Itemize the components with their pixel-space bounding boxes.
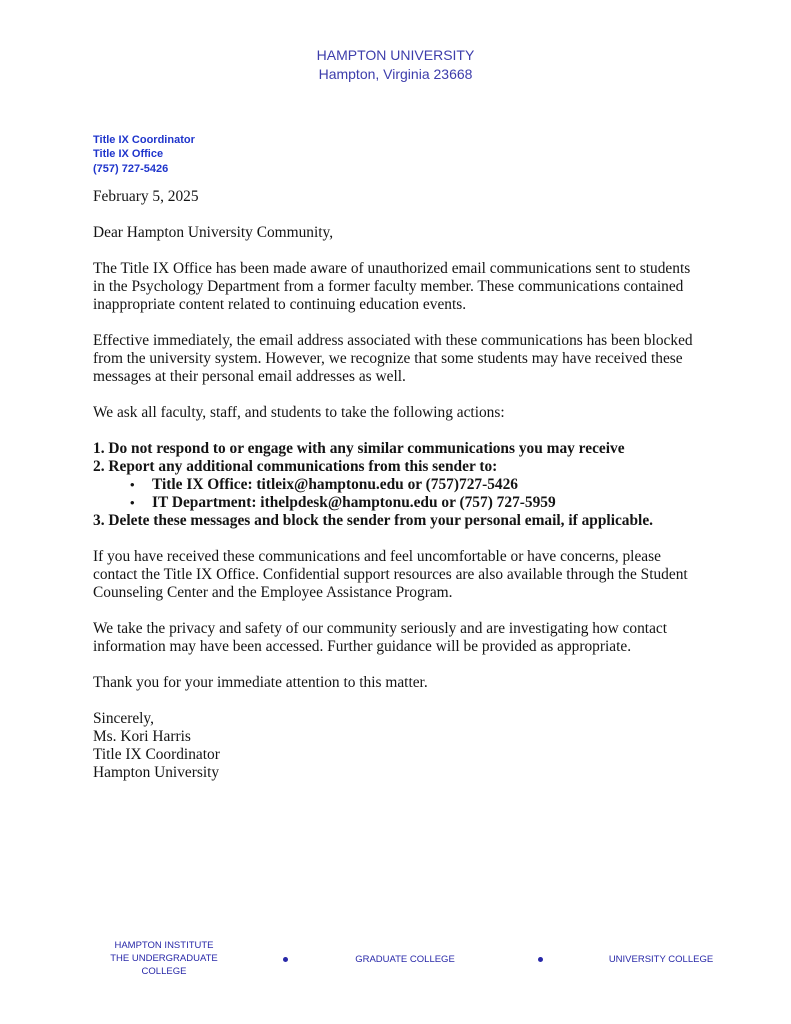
office-contact-block — [93, 133, 195, 176]
letterhead — [0, 46, 791, 84]
paragraph-privacy: We take the privacy and safety of our community seriously and are investigating how contact information may have been accessed. Further guidance will be provided as appropriate. — [93, 620, 668, 655]
closing-block — [93, 710, 706, 782]
bullet-icon: • — [130, 477, 135, 492]
bullet-item-titleix-text: Title IX Office: titleix@hamptonu.edu or (757)727-5426 — [152, 476, 518, 493]
action-item-2: 2. Report any additional communications from this sender to: — [93, 458, 498, 475]
paragraph-actions-lead: We ask all faculty, staff, and students to take the following actions: — [93, 404, 505, 421]
paragraph-incident: The Title IX Office has been made aware of unauthorized email communications sent to students in the Psychology Department from a former faculty member. These communications contained inappropriate content related to continuing education events. — [93, 260, 691, 313]
office-coordinator-title: Title IX Coordinator — [93, 134, 195, 146]
closing-signer-title: Title IX Coordinator — [93, 746, 220, 763]
letterhead-address: Hampton, Virginia 23668 — [318, 66, 473, 82]
bullet-item-itdept-text: IT Department: ithelpdesk@hamptonu.edu or (757) 727-5959 — [152, 494, 556, 511]
bullet-item-titleix — [93, 476, 706, 494]
footer-hampton-institute: HAMPTON INSTITUTE — [114, 940, 214, 951]
footer-graduate-college: GRADUATE COLLEGE — [355, 954, 455, 965]
paragraph-support: If you have received these communications and feel uncomfortable or have concerns, please contact the Title IX Office. Confidential support resources are also available through the Student Counseling Center and the Employee Assistance Program. — [93, 548, 688, 601]
bullet-item-itdept — [93, 494, 706, 512]
action-item-1: 1. Do not respond to or engage with any similar communications you may receive — [93, 440, 625, 457]
bullet-icon: • — [130, 495, 135, 510]
letter-body — [93, 188, 706, 782]
paragraph-blocked: Effective immediately, the email address associated with these communications has been blocked from the university system. However, we recognize that some students may have received these messages at their personal email addresses as well. — [93, 332, 693, 385]
closing-sincerely: Sincerely, — [93, 710, 154, 727]
action-item-3: 3. Delete these messages and block the sender from your personal email, if applicable. — [93, 512, 654, 529]
footer-university-college: UNIVERSITY COLLEGE — [608, 954, 714, 965]
office-name: Title IX Office — [93, 148, 164, 161]
closing-signer-org: Hampton University — [93, 764, 220, 781]
footer-undergraduate-college-label: THE UNDERGRADUATE COLLEGE — [110, 953, 218, 977]
office-phone: (757) 727-5426 — [93, 162, 169, 175]
footer-separator-dot-icon — [538, 957, 543, 962]
closing-signer-name: Ms. Kori Harris — [93, 728, 191, 745]
action-list — [93, 440, 706, 530]
footer-undergraduate-college — [88, 939, 240, 978]
footer-separator-dot-icon — [283, 957, 288, 962]
paragraph-thanks: Thank you for your immediate attention to this matter. — [93, 674, 428, 691]
letterhead-university-name: HAMPTON UNIVERSITY — [316, 47, 475, 63]
salutation: Dear Hampton University Community, — [93, 224, 334, 241]
letter-date: February 5, 2025 — [93, 188, 199, 205]
